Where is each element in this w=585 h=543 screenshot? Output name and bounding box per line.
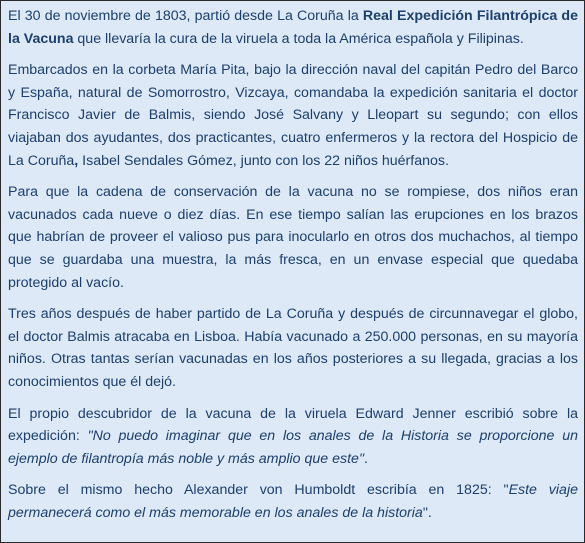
jenner-quote: "No puedo imaginar que en los anales de la Historia se proporcione un ejemplo de filantropía más noble y más amplio que este" [8, 428, 578, 467]
paragraph-arrival-lisbon: Tres años después de haber partido de La Coruña y después de circunnavegar el globo, el doctor Balmis atracaba en Lisboa. Había vacunado a 250.000 personas, en su mayoría niños. Otras tantas serían vacunadas en los años posteriores a su llegada, gracias a los conocimientos que él dejó. [8, 306, 578, 390]
expedition-name-highlight: Real Expedición Filantrópica de la Vacuna [8, 8, 578, 47]
paragraph-1-text-a: El 30 de noviembre de 1803, partió desde La Coruña la [8, 8, 363, 24]
paragraph-1-text-c: que llevaría la cura de la viruela a toda la América española y Filipinas. [73, 30, 524, 47]
paragraph-2-text-a: Embarcados en la corbeta María Pita, bajo la dirección naval del capitán Pedro del Barco y España, natural de Somorrostro, Vizcaya, comandaba la expedición sanitaria el doctor Francisco Javier de Balmis, siendo José Salvany y Lleopart su segundo; con ellos viajaban dos ayudantes, dos practicantes, cuatro enfermeros y la rectora del Hospicio de La Coruña [8, 62, 578, 169]
paragraph-humboldt-quote [8, 479, 578, 524]
paragraph-5-text-c: . [363, 450, 368, 467]
paragraph-2-text-c: Isabel Sendales Gómez, junto con los 22 niños huérfanos. [78, 152, 449, 169]
paragraph-6-text-a: Sobre el mismo hecho Alexander von Humboldt escribía en 1825: " [8, 482, 509, 499]
paragraph-crew [8, 59, 578, 172]
paragraph-6-text-c: ". [422, 504, 432, 521]
paragraph-5-text-a: El propio descubridor de la vacuna de la viruela Edward Jenner escribió sobre la expedición: [8, 405, 578, 445]
paragraph-jenner-quote [8, 403, 578, 471]
humboldt-quote: Este viaje permanecerá como el más memorable en los anales de la historia [8, 482, 578, 521]
paragraph-2-bold-comma: , [74, 152, 79, 169]
paragraph-expedition-start [8, 5, 578, 50]
paragraph-vaccine-chain: Para que la cadena de conservación de la vacuna no se rompiese, dos niños eran vacunados cada nueve o diez días. En ese tiempo salían las erupciones en los brazos que habrían de proveer el valioso pus para inocularlo en otros dos muchachos, al tiempo que se guardaba una muestra, la más fresca, en un envase especial que quedaba protegido al vacío. [8, 184, 578, 291]
